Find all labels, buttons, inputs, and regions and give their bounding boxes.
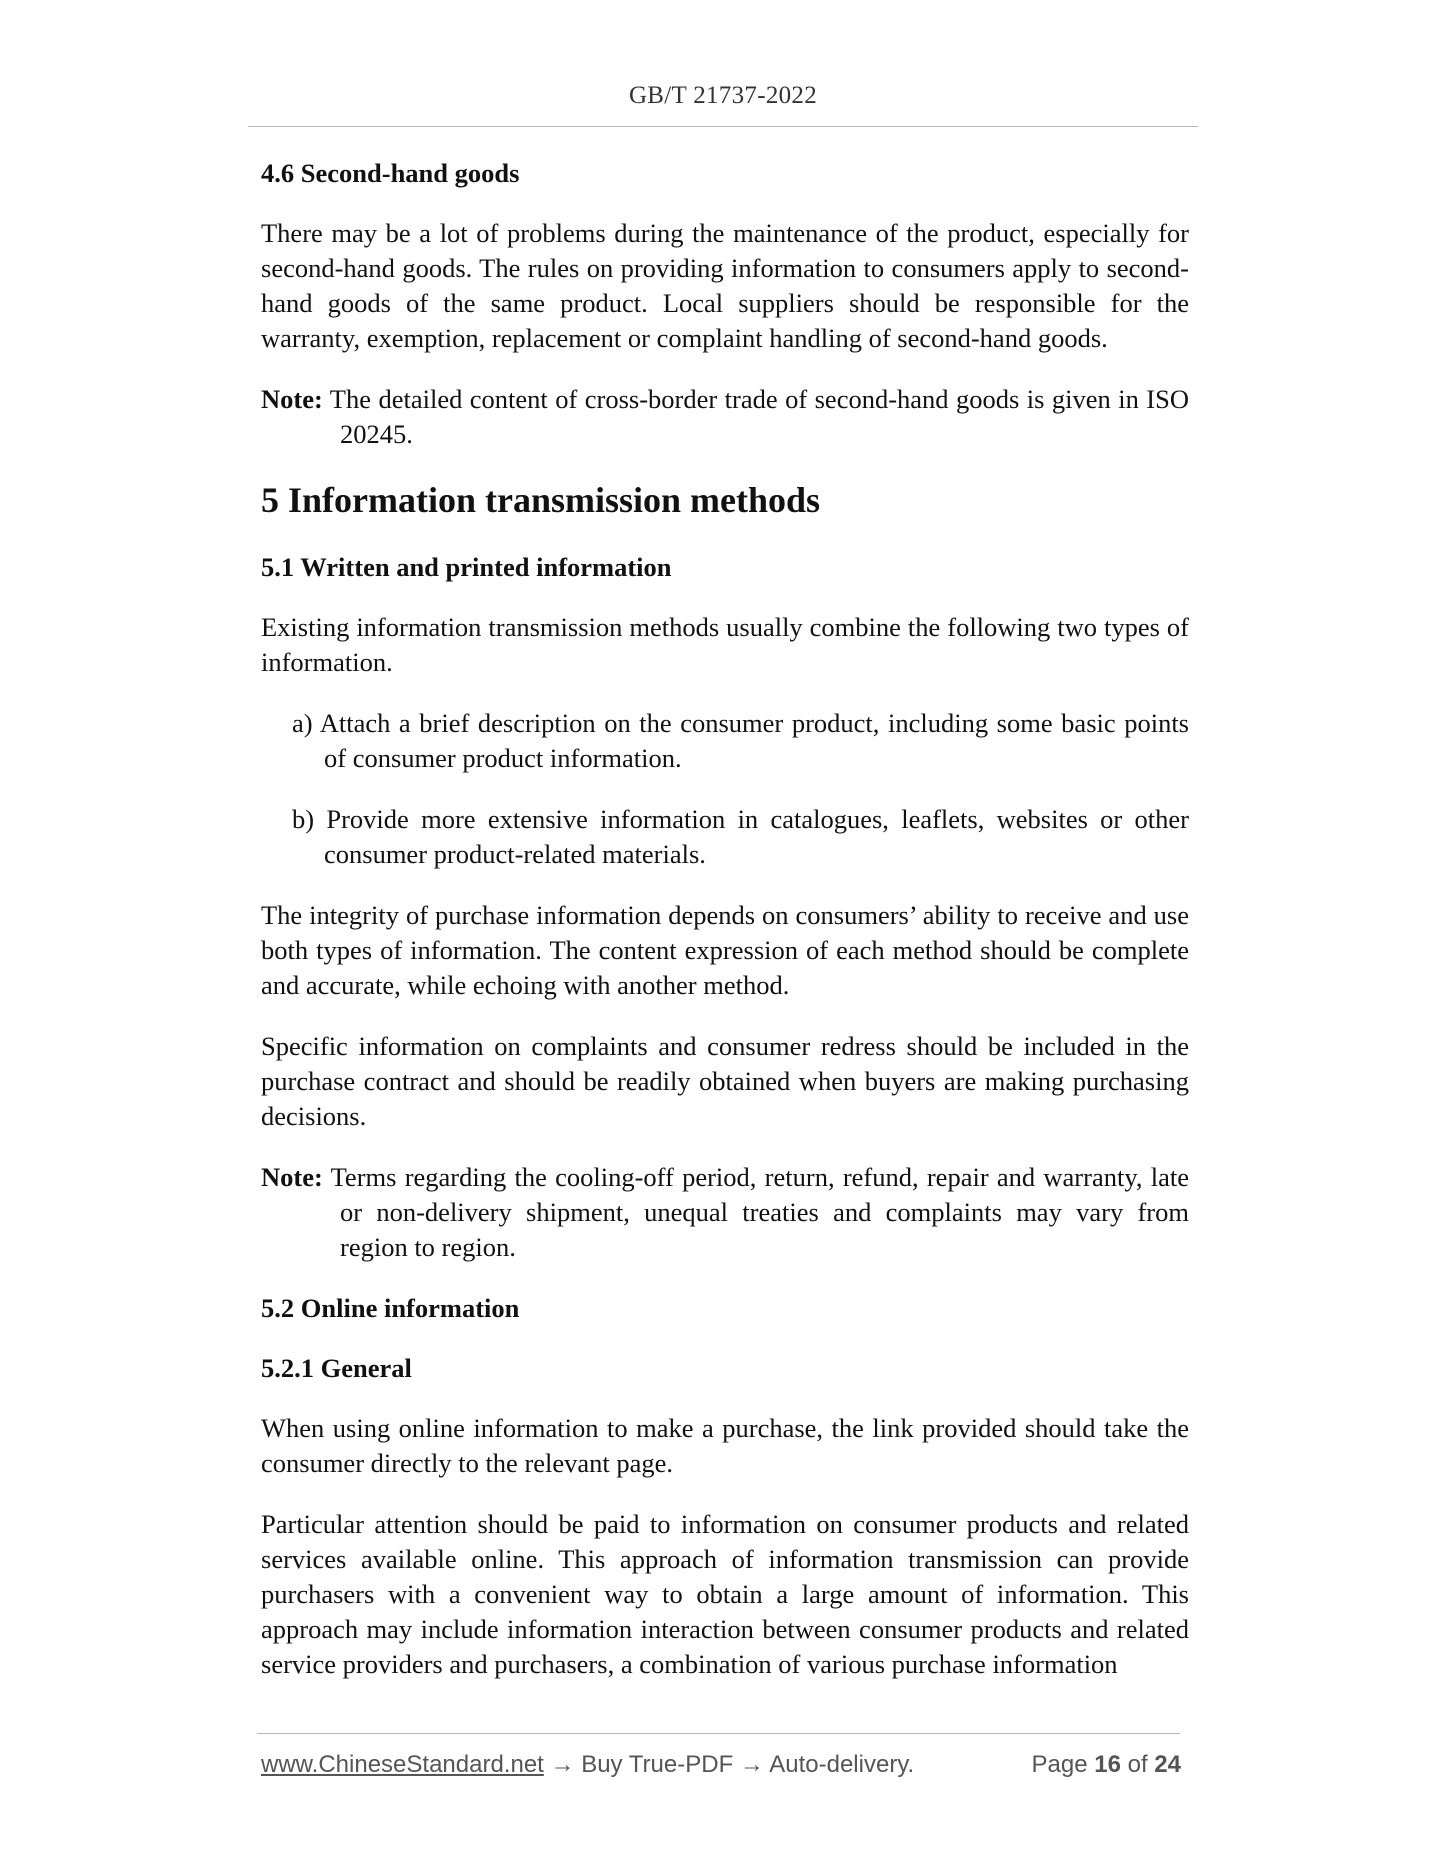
list-item-a: a) Attach a brief description on the consumer product, including some basic points of consumer product information. [292,708,1189,773]
note-label: Note: [261,384,323,414]
paragraph: When using online information to make a purchase, the link provided should take the consumer directly to the relevant page. [261,1413,1189,1478]
website-link[interactable]: www.ChineseStandard.net [261,1751,544,1778]
arrow-icon: → [550,1751,575,1778]
current-page: 16 [1094,1751,1121,1778]
paragraph: Existing information transmission methods usually combine the following two types of information. [261,612,1189,677]
of-word: of [1127,1751,1148,1778]
page-body [261,156,1189,1708]
buy-text: Buy True-PDF [581,1751,734,1778]
paragraph: Particular attention should be paid to information on consumer products and related services available online. This approach of information transmission can provide purchasers with a convenient way to obtain a large amount of information. This approach may include information interaction between consumer products and related service providers and purchasers, a combination of various purchase information [261,1509,1189,1679]
page-header: GB/T 21737-2022 [628,82,818,109]
note-label: Note: [261,1162,323,1192]
heading-5-2-1: 5.2.1 General [261,1353,412,1383]
heading-5-1: 5.1 Written and printed information [261,552,672,582]
arrow-icon: → [739,1751,764,1778]
heading-5-2: 5.2 Online information [261,1293,520,1323]
heading-4-6: 4.6 Second-hand goods [261,158,520,188]
paragraph: The integrity of purchase information depends on consumers’ ability to receive and use both types of information. The content expression of each method should be complete and accurate, while echoing with another method. [261,900,1189,1000]
page-number [1032,1751,1182,1779]
note [261,382,1189,452]
paragraph: Specific information on complaints and consumer redress should be included in the purchase contract and should be readily obtained when buyers are making purchasing decisions. [261,1031,1189,1131]
page-word: Page [1031,1751,1088,1778]
note [261,1160,1189,1265]
footer-promo [261,1751,914,1779]
header-divider [248,126,1198,127]
list-item-b: b) Provide more extensive information in catalogues, leaflets, websites or other consumer product-related materials. [292,804,1189,869]
note-text: The detailed content of cross-border trade of second-hand goods is given in ISO 20245. [329,384,1189,449]
paragraph: There may be a lot of problems during the maintenance of the product, especially for second-hand goods. The rules on providing information to consumers apply to second-hand goods of the same product. Local suppliers should be responsible for the warranty, exemption, replacement or complaint handling of second-hand goods. [261,218,1189,353]
total-pages: 24 [1154,1751,1181,1778]
footer-divider [257,1733,1180,1734]
page-footer [261,1751,1181,1785]
note-text: Terms regarding the cooling-off period, return, refund, repair and warranty, late or non-delivery shipment, unequal treaties and complaints may vary from region to region. [330,1162,1189,1262]
delivery-text: Auto-delivery. [769,1751,915,1778]
heading-5: 5 Information transmission methods [261,480,821,520]
